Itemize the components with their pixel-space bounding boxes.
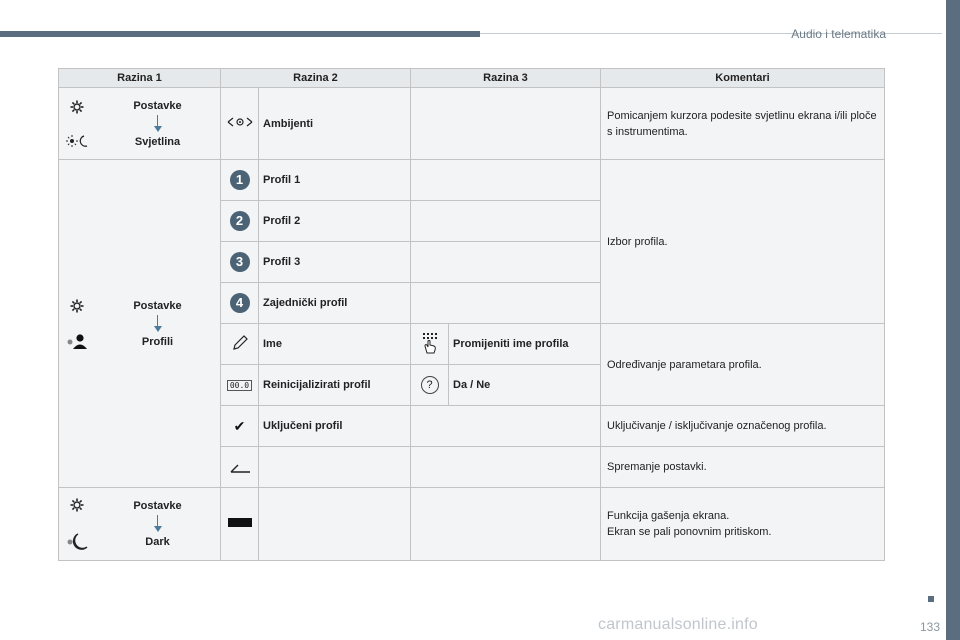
level1-settings-label: Postavke (133, 299, 182, 312)
empty-cell (259, 447, 411, 488)
empty-cell (411, 201, 601, 242)
keyboard-touch-icon (421, 332, 439, 354)
rename-profile-label: Promijeniti ime profila (449, 324, 601, 365)
level1-settings-label: Postavke (133, 500, 182, 512)
column-header-level3: Razina 3 (411, 69, 601, 88)
pencil-icon (232, 335, 248, 351)
level2-ambient-label: Ambijenti (259, 88, 411, 160)
empty-cell (411, 488, 601, 561)
question-icon-cell (411, 365, 449, 406)
comment-dark-line2: Ekran se pali ponovnim pritiskom. (607, 526, 772, 538)
arrow-down-icon (154, 315, 162, 333)
column-header-comments: Komentari (601, 69, 885, 88)
page-edge-bar (946, 0, 960, 640)
header-accent-bar (0, 31, 480, 37)
comment-brightness: Pomicanjem kurzora podesite svjetlinu ekrana i/ili ploče s instrumentima. (601, 88, 885, 160)
level1-cell-brightness (59, 88, 221, 160)
check-icon-cell (221, 406, 259, 447)
comment-dark (601, 488, 885, 561)
screen-off-icon-cell (221, 488, 259, 561)
table-row (59, 160, 885, 201)
gear-icon (70, 299, 84, 313)
table-row (59, 88, 885, 160)
screen-off-icon (228, 518, 252, 527)
level1-dark-label: Dark (145, 536, 170, 548)
empty-cell (411, 242, 601, 283)
column-header-level2: Razina 2 (221, 69, 411, 88)
empty-cell (411, 406, 601, 447)
arrow-down-icon (154, 515, 162, 533)
profile-4-label: Zajednički profil (259, 283, 411, 324)
level1-profiles-label: Profili (141, 335, 174, 348)
ambient-icon (227, 116, 253, 128)
yes-no-label: Da / Ne (449, 365, 601, 406)
empty-cell (411, 160, 601, 201)
level1-cell-dark (59, 488, 221, 561)
menu-table (58, 68, 885, 561)
page-number: 133 (919, 620, 940, 634)
profile-1-badge: 1 (230, 170, 250, 190)
reset-profile-label: Reinicijalizirati profil (259, 365, 411, 406)
comment-profiles: Izbor profila. (601, 160, 885, 324)
empty-cell (259, 488, 411, 561)
comment-save: Spremanje postavki. (601, 447, 885, 488)
column-header-level1: Razina 1 (59, 69, 221, 88)
table-header-row (59, 69, 885, 88)
level1-brightness-label: Svjetlina (134, 135, 181, 148)
profile-badge-cell (221, 201, 259, 242)
comment-dark-line1: Funkcija gašenja ekrana. (607, 510, 730, 522)
profile-3-label: Profil 3 (259, 242, 411, 283)
checkmark-icon: ✔ (233, 417, 246, 434)
profile-name-label: Ime (259, 324, 411, 365)
moon-icon (66, 532, 88, 550)
level1-settings-label: Postavke (133, 99, 182, 112)
gear-icon (70, 498, 84, 512)
ambient-icon-cell (221, 88, 259, 160)
arrow-down-icon (154, 115, 162, 133)
table-row (59, 488, 885, 561)
sun-moon-icon (66, 134, 88, 148)
profile-badge-cell (221, 242, 259, 283)
comment-enabled: Uključivanje / isključivanje označenog profila. (601, 406, 885, 447)
reset-counter-icon: 00.0 (227, 380, 252, 391)
watermark: carmanualsonline.info (598, 616, 758, 633)
comment-params: Određivanje parametara profila. (601, 324, 885, 406)
profile-4-badge: 4 (230, 293, 250, 313)
empty-cell (411, 283, 601, 324)
profile-2-label: Profil 2 (259, 201, 411, 242)
user-profile-icon (66, 333, 88, 349)
gear-icon (70, 100, 84, 114)
profile-3-badge: 3 (230, 252, 250, 272)
empty-cell (411, 447, 601, 488)
page-marker (928, 596, 934, 602)
profile-badge-cell (221, 283, 259, 324)
enabled-profile-label: Uključeni profil (259, 406, 411, 447)
profile-2-badge: 2 (230, 211, 250, 231)
reset-icon-cell (221, 365, 259, 406)
question-icon: ? (421, 376, 439, 394)
back-icon-cell (221, 447, 259, 488)
empty-cell (411, 88, 601, 160)
back-arrow-icon (229, 458, 251, 474)
profile-badge-cell (221, 160, 259, 201)
keyboard-icon-cell (411, 324, 449, 365)
profile-1-label: Profil 1 (259, 160, 411, 201)
pencil-icon-cell (221, 324, 259, 365)
section-title: Audio i telematika (791, 27, 886, 41)
level1-cell-profiles (59, 160, 221, 488)
